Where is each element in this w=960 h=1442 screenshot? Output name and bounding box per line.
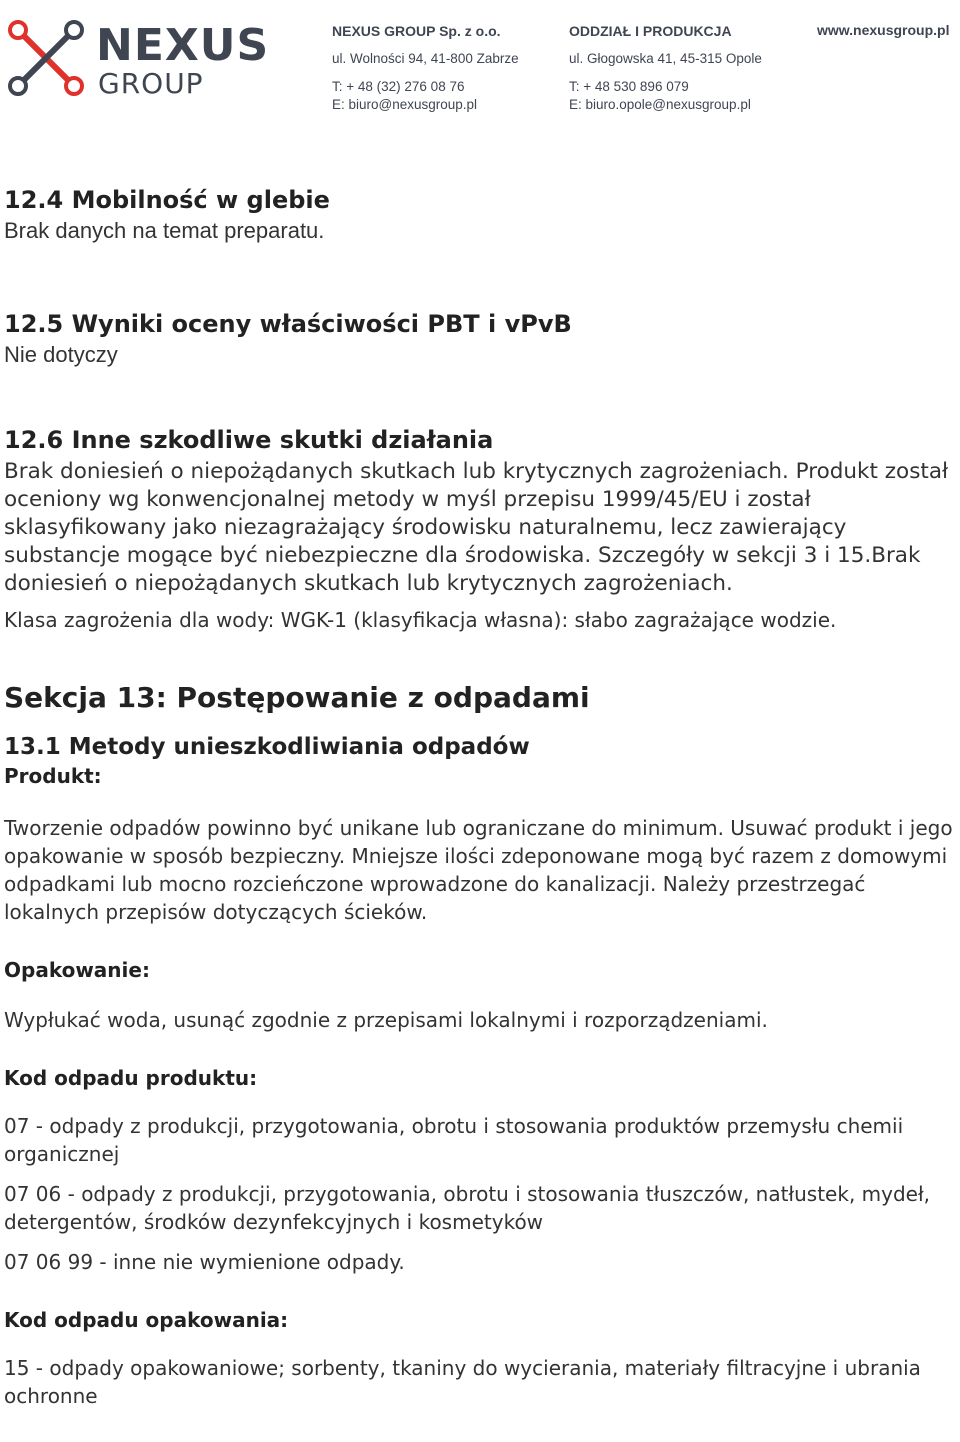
- section-12-4-title: 12.4 Mobilność w glebie: [4, 186, 330, 214]
- packaging-disposal-text: Wypłukać woda, usunąć zgodnie z przepisami lokalnymi i rozporządzeniami.: [4, 1008, 768, 1032]
- packaging-waste-code-label: Kod odpadu opakowania:: [4, 1308, 289, 1332]
- letterhead: [0, 0, 960, 120]
- branch-name: ODDZIAŁ I PRODUKCJA: [569, 23, 732, 39]
- section-12-4-text: Brak danych na temat preparatu.: [4, 218, 325, 243]
- section-12-5-text: Nie dotyczy: [4, 342, 118, 367]
- product-disposal-text: Tworzenie odpadów powinno być unikane lub ograniczane do minimum. Usuwać produkt i jego opakowanie w sposób bezpieczny. Mniejsze ilości zdeponowane mogą być razem z domowymi odpadkami lub mocno rozcieńczone wprowadzone do kanalizacji. Należy przestrzegać lokalnych przepisów dotyczących ścieków.: [4, 816, 953, 924]
- section-12-6-title: 12.6 Inne szkodliwe skutki działania: [4, 426, 494, 454]
- company-phone: T: + 48 (32) 276 08 76: [332, 79, 465, 94]
- company-contact: [332, 22, 519, 114]
- waste-code-07-06: 07 06 - odpady z produkcji, przygotowania, obrotu i stosowania tłuszczów, natłustek, mydeł, detergentów, środków dezynfekcyjnych i kosmetyków: [4, 1182, 931, 1234]
- branch-address: ul. Głogowska 41, 45-315 Opole: [569, 51, 762, 66]
- nexus-group-logo: [8, 18, 270, 100]
- nexus-x-mark-icon: [8, 18, 92, 98]
- branch-contact: [569, 22, 762, 114]
- logo-wordmark-group: GROUP: [98, 67, 204, 100]
- section-12-5-title: 12.5 Wyniki oceny właściwości PBT i vPvB: [4, 310, 572, 338]
- packaging-label: Opakowanie:: [4, 958, 150, 982]
- waste-code-07-06-99: 07 06 99 - inne nie wymienione odpady.: [4, 1250, 405, 1274]
- product-label: Produkt:: [4, 764, 102, 788]
- waste-code-15: 15 - odpady opakowaniowe; sorbenty, tkaniny do wycierania, materiały filtracyjne i ubrania ochronne: [4, 1356, 921, 1408]
- product-waste-code-label: Kod odpadu produktu:: [4, 1066, 258, 1090]
- branch-phone: T: + 48 530 896 079: [569, 79, 689, 94]
- document-body: [4, 184, 954, 1410]
- section-12-6-water-class: Klasa zagrożenia dla wody: WGK-1 (klasyfikacja własna): słabo zagrażające wodzie.: [4, 608, 837, 632]
- branch-email: E: biuro.opole@nexusgroup.pl: [569, 97, 751, 112]
- waste-code-07: 07 - odpady z produkcji, przygotowania, obrotu i stosowania produktów przemysłu chemii organicznej: [4, 1114, 904, 1166]
- section-13-title: Sekcja 13: Postępowanie z odpadami: [4, 681, 590, 714]
- company-address: ul. Wolności 94, 41-800 Zabrze: [332, 51, 519, 66]
- company-name: NEXUS GROUP Sp. z o.o.: [332, 23, 501, 39]
- logo-wordmark-nexus: NEXUS: [96, 20, 270, 71]
- section-13-1-title: 13.1 Metody unieszkodliwiania odpadów: [4, 734, 530, 760]
- company-email: E: biuro@nexusgroup.pl: [332, 97, 478, 112]
- section-12-6-text: Brak doniesień o niepożądanych skutkach lub krytycznych zagrożeniach. Produkt został oceniony wg konwencjonalnej metody w myśl przepisu 1999/45/EU i został sklasyfikowany jako niezagrażający środowisku naturalnemu, lecz zawierający substancje mogące być niebezpieczne dla środowiska. Szczegóły w sekcji 3 i 15.Brak doniesień o niepożądanych skutkach lub krytycznych zagrożeniach.: [4, 459, 949, 596]
- website-link[interactable]: www.nexusgroup.pl: [817, 22, 950, 38]
